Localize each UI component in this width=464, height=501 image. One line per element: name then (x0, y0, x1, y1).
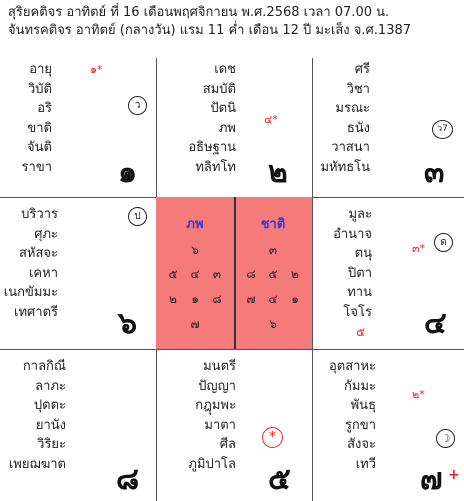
house-label: กัมมะ (344, 378, 376, 394)
red-marker: ๔* (264, 113, 278, 126)
center-row (156, 265, 234, 284)
house-label: บริวาร (21, 207, 58, 222)
house-label: เทวี (355, 456, 376, 472)
house-label: มาตา (204, 417, 236, 433)
center-digit: ๕ (268, 267, 278, 281)
center-row (156, 290, 234, 309)
house-number: ๖ (118, 306, 138, 341)
house-label: อายุ (29, 62, 52, 77)
house-number: ๗ (420, 462, 443, 497)
center-digit: ๓ (268, 243, 278, 257)
house-label: ศรี (354, 62, 370, 77)
center-digit: ๗ (246, 292, 256, 306)
plus-marker: + (448, 467, 460, 483)
house-label: วิบัติ (28, 81, 52, 97)
center-row (234, 315, 312, 334)
house-label: กาลกิณี (22, 359, 66, 374)
house-label: วิริยะ (37, 437, 66, 452)
house-label: ทลิทโท (195, 159, 236, 175)
house-label: กฎุมพะ (195, 398, 236, 413)
house-label: วิชา (346, 81, 370, 97)
planet-circle-icon: ว (128, 96, 147, 115)
house-label: เพยฌฆาต (8, 456, 66, 472)
house-label: เคหา (28, 265, 58, 281)
house-label: ยานัง (35, 417, 66, 433)
house-1 (0, 58, 156, 197)
house-label: มูละ (348, 207, 372, 222)
house-label: ศีล (219, 437, 236, 452)
house-label: โจโร (343, 304, 372, 320)
house-number: ๓ (424, 155, 445, 190)
center-row (234, 265, 312, 284)
house-number: ๑ (118, 155, 138, 190)
house-5 (156, 349, 312, 501)
house-label: ปัตนิ (210, 101, 236, 116)
center-title-left: ภพ (186, 217, 204, 232)
header-line-1: สุริยคติจร อาทิตย์ ที่ 16 เดือนพฤศจิกายน พ.ศ.2568 เวลา 07.00 น. (8, 5, 390, 20)
house-7 (312, 349, 464, 501)
house-label: มรณะ (335, 101, 370, 116)
center-digit: ๗ (190, 317, 200, 331)
house-label: ตนุ (354, 246, 372, 261)
house-label: อำนาจ (333, 226, 372, 242)
house-label: สังจะ (347, 437, 376, 452)
center-row (156, 241, 234, 260)
center-digit: ๘ (246, 267, 256, 281)
house-label: เทศาตรี (14, 304, 58, 320)
house-label: ศุภะ (34, 226, 58, 242)
house-label: อุตสาหะ (328, 359, 376, 374)
center-digit: ๖ (191, 243, 199, 257)
center-digit: ๖ (269, 317, 277, 331)
house-2 (156, 58, 312, 197)
center-digit: ๘ (212, 292, 222, 306)
center-digit: ๓ (212, 267, 222, 281)
header-line-2: จันทรคติจร อาทิตย์ (กลางวัน) แรม 11 ค่ำ เดือน 12 ปี มะเส็ง จ.ศ.1387 (8, 23, 412, 38)
house-8 (0, 349, 156, 501)
house-number: ๒ (268, 155, 288, 190)
house-label: ทาน (347, 285, 372, 300)
house-label: อธิษฐาน (188, 140, 236, 155)
center-digit: ๑ (191, 292, 199, 306)
house-label: วาสนา (331, 140, 370, 155)
house-label: ปิตา (348, 265, 372, 281)
house-label: เดช (214, 62, 236, 77)
center-row (156, 315, 234, 334)
center-row (234, 241, 312, 260)
house-label: ปัญญา (198, 378, 236, 394)
house-label: สหัสจะ (18, 246, 58, 261)
house-label: ภพ (218, 120, 236, 136)
house-4 (312, 197, 464, 349)
center-digit: ๒ (169, 292, 177, 306)
red-marker: ๒* (412, 388, 425, 401)
house-number: ๔ (424, 306, 447, 341)
moon-icon: ☽ (436, 429, 455, 448)
house-label: สมบัติ (202, 81, 236, 97)
center-digit: ๑ (291, 292, 299, 306)
center-square (156, 197, 312, 349)
house-3 (312, 58, 464, 197)
center-digit: ๕ (168, 267, 178, 281)
asterisk-circle-icon: * (262, 427, 283, 448)
house-label: เนกขัมมะ (3, 285, 58, 300)
red-digit: ๕ (356, 325, 366, 339)
house-label: ขาติ (27, 120, 52, 136)
house-label: อริ (37, 101, 52, 116)
center-digit: ๔ (268, 292, 278, 306)
red-marker: ๓* (412, 242, 426, 255)
house-label: ปุตตะ (33, 398, 66, 413)
house-number: ๘ (116, 462, 140, 497)
house-label: จันติ (27, 140, 52, 155)
red-marker: ๑* (90, 63, 103, 76)
planet-circle-icon: ด (434, 233, 453, 252)
horoscope-grid (0, 58, 464, 501)
house-number: ๕ (268, 462, 291, 497)
house-label: มนตรี (203, 359, 236, 374)
center-digit: ๔ (190, 267, 200, 281)
house-label: มหัทธโน (320, 159, 370, 175)
house-label: ราขา (21, 159, 52, 175)
house-6 (0, 197, 156, 349)
house-label: พันธุ (350, 398, 376, 413)
house-label: ภูมิปาโล (188, 456, 236, 472)
house-label: ธนัง (346, 120, 370, 136)
house-label: รูกขา (344, 417, 376, 433)
center-title-right: ชาติ (260, 217, 286, 232)
center-row (234, 290, 312, 309)
house-label: ลาภะ (35, 378, 66, 394)
planet-circle-icon: ว7 (432, 120, 453, 139)
planet-circle-icon: ป (128, 207, 147, 226)
center-digit: ๒ (291, 267, 299, 281)
